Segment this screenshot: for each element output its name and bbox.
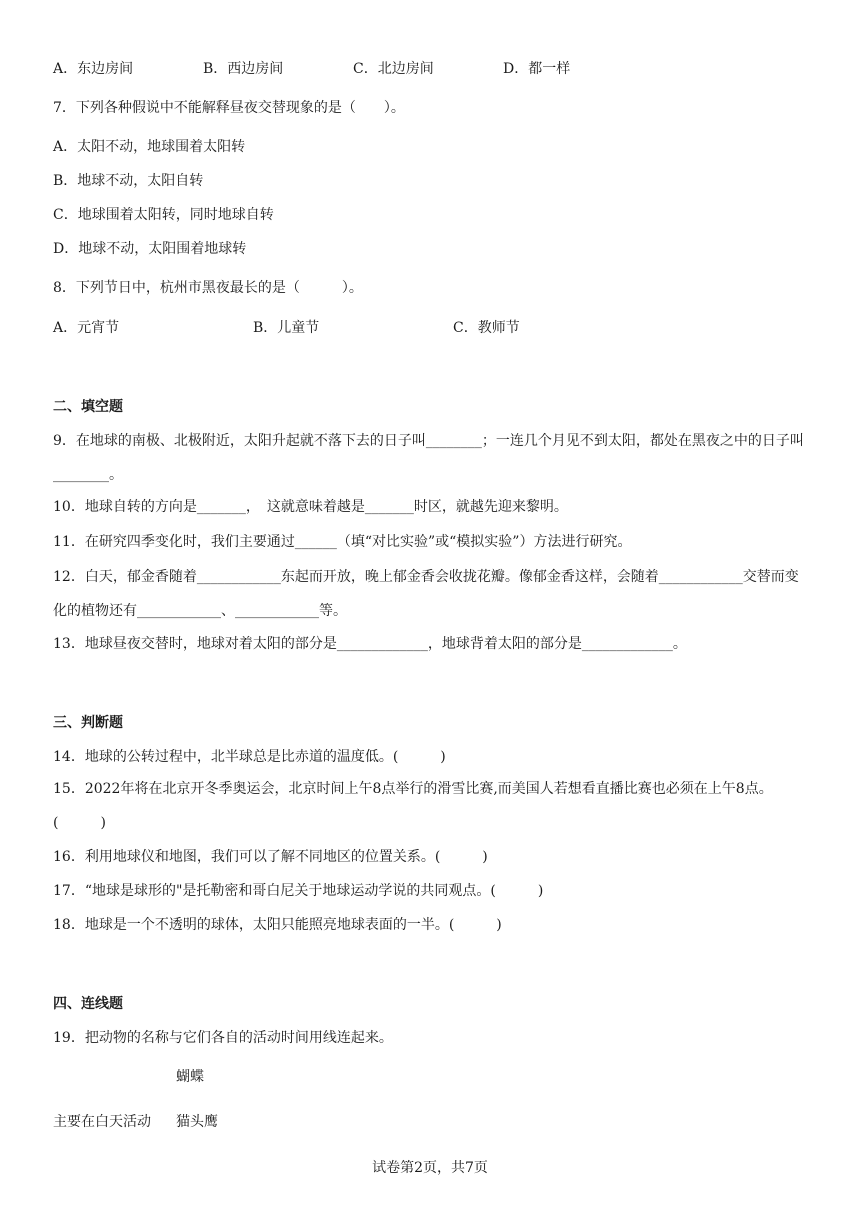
- match-animal-owl: 猫头鹰: [176, 1114, 218, 1130]
- q7-option-b: B．地球不动，太阳自转: [53, 173, 204, 189]
- q12: 12．白天，郁金香随着____________东起而开放，晚上郁金香会收拢花瓣。像郁金香这样，会随着____________交替而变化的植物还有____________、____________等。: [53, 569, 799, 619]
- q7-option-c: C．地球围着太阳转，同时地球自转: [53, 207, 274, 223]
- match-animal-butterfly: 蝴蝶: [176, 1069, 204, 1085]
- q15: 15．2022年将在北京开冬季奥运会，北京时间上午8点举行的滑雪比赛,而美国人若想看直播比赛也必须在上午8点。( ): [53, 781, 773, 831]
- q6-option-b: B．西边房间: [203, 61, 284, 77]
- q6-option-a: A．东边房间: [53, 61, 134, 77]
- q14: 14．地球的公转过程中，北半球总是比赤道的温度低。( ): [53, 749, 446, 765]
- match-time-daytime: 主要在白天活动: [53, 1114, 151, 1130]
- section-judge-title: 三、判断题: [53, 715, 123, 731]
- q19: 19．把动物的名称与它们各自的活动时间用线连起来。: [53, 1030, 393, 1046]
- q17: 17．“地球是球形的"是托勒密和哥白尼关于地球运动学说的共同观点。( ): [53, 883, 544, 899]
- q7-stem: 7．下列各种假说中不能解释昼夜交替现象的是（ ）。: [53, 100, 405, 116]
- q13: 13．地球昼夜交替时，地球对着太阳的部分是_____________，地球背着太阳的部分是_____________。: [53, 636, 687, 652]
- q7-option-d: D．地球不动，太阳围着地球转: [53, 241, 247, 257]
- q8-option-c: C．教师节: [453, 320, 520, 336]
- q10: 10．地球自转的方向是_______， 这就意味着越是_______时区，就越先迎来黎明。: [53, 499, 568, 515]
- q18: 18．地球是一个不透明的球体，太阳只能照亮地球表面的一半。( ): [53, 917, 502, 933]
- q16: 16．利用地球仪和地图，我们可以了解不同地区的位置关系。( ): [53, 849, 488, 865]
- q8-stem: 8．下列节日中，杭州市黑夜最长的是（ ）。: [53, 280, 363, 296]
- q6-option-d: D．都一样: [503, 61, 571, 77]
- q6-option-c: C．北边房间: [353, 61, 434, 77]
- section-fill-in-title: 二、填空题: [53, 399, 123, 415]
- q8-option-a: A．元宵节: [53, 320, 120, 336]
- q8-option-b: B．儿童节: [253, 320, 320, 336]
- section-matching-title: 四、连线题: [53, 996, 123, 1012]
- q9: 9．在地球的南极、北极附近，太阳升起就不落下去的日子叫________；一连几个月见不到太阳，都处在黑夜之中的日子叫________。: [53, 433, 804, 483]
- page-footer: 试卷第2页，共7页: [372, 1160, 488, 1176]
- q11: 11．在研究四季变化时，我们主要通过______（填“对比实验”或“模拟实验”）方法进行研究。: [53, 534, 632, 550]
- q7-option-a: A．太阳不动，地球围着太阳转: [53, 139, 246, 155]
